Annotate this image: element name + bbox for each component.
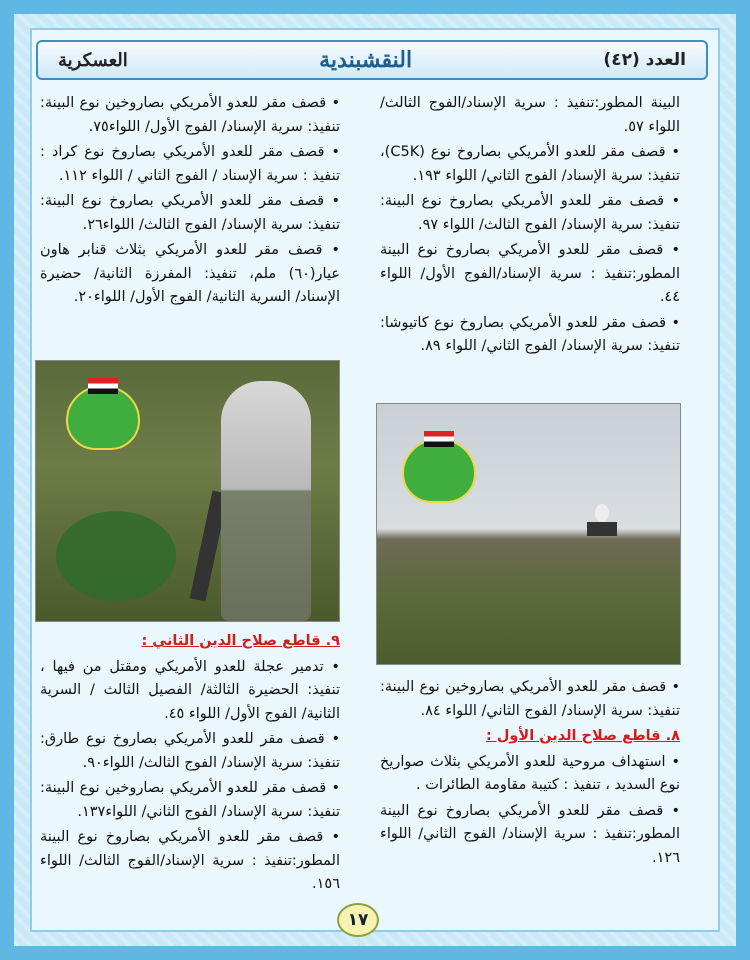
bush: [56, 511, 176, 601]
paragraph: • قصف مقر للعدو الأمريكي بصاروخ نوع طارق: تنفيذ: سرية الإسناد/ الفوج الثالث/ اللواء٩٠.: [40, 731, 340, 771]
paragraph: • قصف مقر للعدو الأمريكي بصاروخين نوع البينة: تنفيذ: سرية الإسناد/ الفوج الأول/ اللواء٧٥.: [40, 95, 340, 135]
section-heading: ٩. قاطع صلاح الدين الثاني :: [141, 633, 340, 649]
paragraph: • قصف مقر للعدو الأمريكي بصاروخ نوع (C5K)، تنفيذ: سرية الإسناد/ الفوج الثاني/ اللواء ١٩٣.: [380, 144, 680, 184]
paragraph: البينة المطور:تنفيذ : سرية الإسناد/الفوج الثالث/ اللواء ٥٧.: [380, 95, 680, 135]
page-header: [36, 40, 708, 80]
section-name: العسكرية: [58, 49, 128, 71]
paragraph: • قصف مقر للعدو الأمريكي بصاروخ نوع البينة: تنفيذ: سرية الإسناد/ الفوج الثالث/ اللواء ٩٧.: [380, 193, 680, 233]
issue-number: العدد (٤٢): [603, 50, 686, 70]
fighter: [221, 381, 311, 621]
magazine-title: النقشبندية: [319, 47, 413, 73]
right-column-bottom: [380, 676, 680, 872]
paragraph: • قصف مقر للعدو الأمريكي بصاروخ نوع كاتيوشا: تنفيذ: سرية الإسناد/ الفوج الثاني/ اللواء ٨٩.: [380, 314, 680, 354]
paragraph: • قصف مقر للعدو الأمريكي بصاروخين نوع البينة: تنفيذ: سرية الإسناد/ الفوج الثاني/ اللواء ٨٤.: [380, 679, 680, 719]
launch-photo: [376, 403, 681, 665]
resistance-logo: [66, 386, 140, 450]
mortar-photo: [35, 360, 340, 622]
paragraph: • تدمير عجلة للعدو الأمريكي ومقتل من فيها ، تنفيذ: الحضيرة الثالثة/ الفصيل الثالث / السرية الثانية/ الفوج الأول/ اللواء ٤٥.: [40, 658, 340, 722]
paragraph: • قصف مقر للعدو الأمريكي بثلاث قنابر هاون عيار(٦٠) ملم، تنفيذ: المفرزة الثانية/ حضيرة الإسناد/ السرية الثانية/ الفوج الأول/ اللواء٢٠.: [40, 242, 340, 305]
paragraph: • قصف مقر للعدو الأمريكي بصاروخين نوع البينة: تنفيذ: سرية الإسناد/ الفوج الثاني/ اللواء١٣٧.: [40, 780, 340, 820]
paragraph: • قصف مقر للعدو الأمريكي بصاروخ نوع البينة: تنفيذ: سرية الإسناد/ الفوج الثالث/ اللواء٢٦.: [40, 193, 340, 233]
paragraph: • قصف مقر للعدو الأمريكي بصاروخ نوع كراد : تنفيذ : سرية الإسناد / الفوج الثاني / اللواء ١١٢.: [40, 144, 340, 184]
paragraph: • قصف مقر للعدو الأمريكي بصاروخ نوع البينة المطور:تنفيذ : سرية الإسناد/الفوج الأول/ اللواء ٤٤.: [380, 242, 680, 305]
page-number: ١٧: [337, 903, 379, 937]
rocket-launcher: [587, 522, 617, 536]
left-column-top: [40, 92, 340, 312]
paragraph: • قصف مقر للعدو الأمريكي بصاروخ نوع البينة المطور:تنفيذ : سرية الإسناد/ الفوج الثاني/ اللواء ١٢٦.: [380, 802, 680, 866]
paragraph: • استهداف مروحية للعدو الأمريكي بثلاث صواريخ نوع السديد ، تنفيذ : كتيبة مقاومة الطائرات .: [380, 753, 680, 793]
launch-smoke: [595, 504, 609, 522]
resistance-logo: [402, 439, 476, 503]
paragraph: • قصف مقر للعدو الأمريكي بصاروخ نوع البينة المطور:تنفيذ : سرية الإسناد/الفوج الثالث/ اللواء ١٥٦.: [40, 829, 340, 892]
left-column-bottom: [40, 630, 340, 899]
section-heading: ٨. قاطع صلاح الدين الأول :: [485, 728, 680, 744]
right-column-top: [380, 92, 680, 361]
